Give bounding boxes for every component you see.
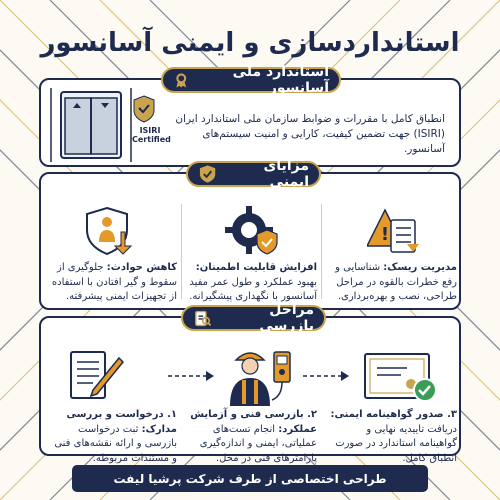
step-3-title: ۳. صدور گواهینامه ایمنی: bbox=[330, 409, 457, 420]
benefit-item-reliability bbox=[187, 261, 317, 305]
warning-checklist-icon bbox=[367, 206, 421, 256]
certificate-icon bbox=[361, 350, 441, 404]
benefit-accidents-text: جلوگیری از سقوط و گیر افتادن با استفاده از تجهیزات ایمنی پیشرفته. bbox=[51, 262, 177, 302]
svg-text:!: ! bbox=[380, 224, 390, 245]
award-medal-icon bbox=[173, 70, 190, 90]
flow-arrow-1-icon bbox=[166, 368, 216, 384]
step-2-title: ۲. بازرسی فنی و آزمایش عملکرد: bbox=[190, 409, 317, 435]
step-3-text: دریافت تاییدیه نهایی و گواهینامه استاندارد در صورت انطباق کامل. bbox=[335, 423, 457, 464]
inspection-steps-heading-text: مراحل بازرسی bbox=[259, 302, 314, 334]
safety-benefits-heading bbox=[186, 158, 321, 190]
inspection-steps-heading bbox=[181, 302, 326, 334]
isiri-badge-line1: ISIRI bbox=[139, 126, 161, 135]
clipboard-magnifier-icon bbox=[193, 308, 212, 328]
inspection-step-2 bbox=[187, 408, 317, 466]
shield-check-icon bbox=[198, 164, 217, 184]
national-standard-heading bbox=[161, 64, 341, 96]
national-standard-section bbox=[39, 64, 461, 167]
national-standard-body: انطباق کامل با مقررات و ضوابط سازمان ملی استاندارد ایران (ISIRI) جهت تضمین کیفیت، کارایی و امنیت سیستم‌های آسانسور. bbox=[175, 113, 445, 156]
benefit-accidents-title: کاهش حوادث: bbox=[106, 262, 177, 273]
person-shield-icon bbox=[83, 206, 135, 256]
benefit-item-accidents bbox=[49, 261, 177, 305]
benefit-reliability-text: بهبود عملکرد و طول عمر مفید آسانسور با نگهداری پیشگیرانه. bbox=[189, 276, 317, 302]
isiri-badge-line2: Certified bbox=[132, 135, 171, 145]
step-2-text: انجام تست‌های عملیاتی، ایمنی و اندازه‌گیری پارامترهای فنی در محل. bbox=[199, 423, 317, 464]
inspection-steps-section bbox=[39, 302, 461, 464]
benefit-reliability-title: افزایش قابلیت اطمینان: bbox=[195, 262, 317, 273]
benefit-item-risk bbox=[327, 261, 457, 305]
step-1-text: ثبت درخواست بازرسی و ارائه نقشه‌های فنی و مستندات مربوطه. bbox=[54, 423, 177, 464]
footer-credit: طراحی اختصاصی از طرف شرکت پرشیا لیفت bbox=[72, 465, 428, 492]
inspection-step-1 bbox=[49, 408, 177, 466]
national-standard-heading-text: استاندارد ملی آسانسور bbox=[232, 64, 329, 96]
page-title: استانداردسازی و ایمنی آسانسور bbox=[40, 28, 460, 58]
document-pen-icon bbox=[63, 348, 127, 404]
safety-benefits-section bbox=[39, 158, 461, 310]
technician-icon bbox=[216, 344, 296, 406]
elevator-certified-icon bbox=[47, 88, 165, 162]
benefit-risk-text: شناسایی و رفع خطرات بالقوه در مراحل طراحی، نصب و بهره‌برداری. bbox=[335, 262, 457, 302]
inspection-step-3 bbox=[327, 408, 457, 466]
flow-arrow-2-icon bbox=[301, 368, 351, 384]
step-1-title: ۱. درخواست و بررسی مدارک: bbox=[66, 409, 177, 435]
benefit-risk-title: مدیریت ریسک: bbox=[383, 262, 457, 273]
gear-shield-icon bbox=[225, 206, 281, 256]
safety-benefits-heading-text: مزایای ایمنی bbox=[263, 158, 309, 190]
isiri-badge-label bbox=[132, 126, 171, 145]
